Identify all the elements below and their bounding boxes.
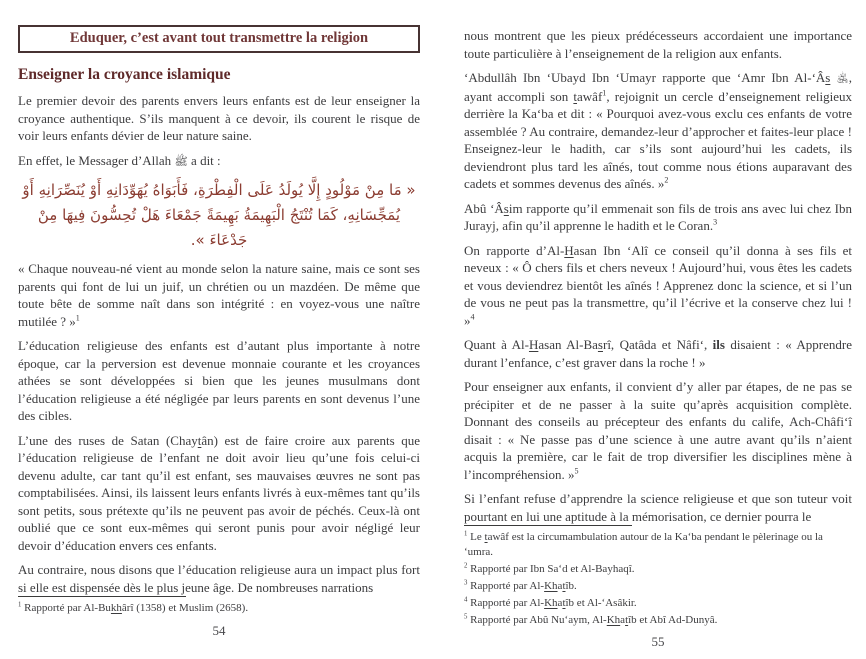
text-run: L’éducation religieuse des enfants est d’autant plus importante à notre époque, car la perversion est devenue monnaie courante et les croyances athées se sont développées si bien que les jeunes musulmans dont l’éducation religieuse a été négligée par leurs parents en sont devenus l’une des cibles. bbox=[18, 338, 420, 423]
text-run: ân) est de faire croire aux parents que l’éducation religieuse de l’enfant ne doit avoir lieu qu’une fois celui-ci devenu adulte, car tant qu’il est enfant, ses mauvaises œuvres ne sont pas comptabilisées. Ainsi, ils laissent leurs enfants livrés à eux-mêmes tant qu’ils sont petits, sous prétexte qu’ils ne peuvent pas avoir de péchés. Ceux-là ont oublié que ce sont eux-mêmes qui seront punis pour avoir négligé leur devoir d’éducation envers ces enfants. bbox=[18, 432, 420, 553]
text-run: îb et Al-‘Asâkir. bbox=[565, 596, 637, 609]
text-run: ‘Abdullâh Ibn ‘Ubayd Ibn ‘Umayr rapporte que ‘Amr Ibn Al-‘Â bbox=[464, 70, 826, 85]
text-run: t bbox=[573, 88, 578, 104]
text-run: rî, Qatâda et Nâfi‘, bbox=[602, 337, 713, 352]
text-run: En effet, le Messager d’Allah bbox=[18, 152, 175, 168]
text-run: Au contraire, nous disons que l’éducation religieuse aura un impact plus fort si elle est dispensée dès le plus jeune âge. De nombreuses narrations bbox=[18, 562, 420, 595]
text-run: kh bbox=[110, 602, 122, 614]
page-left bbox=[18, 0, 420, 636]
paragraph bbox=[18, 92, 420, 145]
footnote bbox=[464, 596, 852, 611]
text-run: « مَا مِنْ مَوْلُودٍ إِلَّا يُولَدُ عَلَى الْفِطْرَةِ، فَأَبَوَاهُ يُهَوِّدَانِهِ أَوْ يُنَصِّرَانِهِ أَوْ يُمَجِّسَانِهِ، كَمَا تُنْتَجُ الْبَهِيمَةُ بَهِيمَةً جَمْعَاءَ هَلْ تُحِسُّونَ فِيهَا مِنْ جَدْعَاءَ ». bbox=[22, 181, 416, 249]
text-run: Rapporté par Al- bbox=[467, 579, 545, 592]
footnote-ref: 1 bbox=[602, 88, 607, 98]
paragraph bbox=[464, 242, 852, 330]
footnote-ref: 1 bbox=[464, 530, 468, 538]
footnote-ref: 4 bbox=[470, 312, 475, 322]
footnotes-block bbox=[464, 530, 852, 627]
paragraph bbox=[464, 378, 852, 483]
section-heading: Enseigner la croyance islamique bbox=[18, 66, 231, 83]
text-run: Kh bbox=[606, 613, 621, 626]
page-number: 55 bbox=[651, 634, 665, 649]
footnote bbox=[464, 613, 852, 628]
text-run: Le premier devoir des parents envers leurs enfants est de leur enseigner la croyance authentique. S’ils manquent à ce devoir, ils courent le risque de voir leurs enfants dévier de leur nature saine. bbox=[18, 93, 420, 143]
text-run: s bbox=[597, 337, 603, 352]
text-run: ils bbox=[712, 337, 725, 352]
paragraph bbox=[464, 69, 852, 193]
paragraph bbox=[464, 336, 852, 371]
text-run: disaient : « Apprendre durant l’enfance, c’est graver dans la roche ! » bbox=[464, 337, 853, 370]
text-run: nous montrent que les pieux prédécesseurs accordaient une importance toute particulière à l’enseignement de la religion aux enfants. bbox=[464, 28, 852, 61]
text-run: Pour enseigner aux enfants, il convient d’y aller par étapes, de ne pas se précipiter et de ne passer à la suite qu’après acquisition complète. Donnant des conseils au précepteur des enfants du calife, Ach-Châfi‘î disait : « Ne passe pas d’une science à une autre avant qu’ils n’aient acquis la première, car le fait de trop diversifier les disciplines mène à l’incompréhension. » bbox=[464, 379, 852, 482]
paragraph bbox=[18, 337, 420, 425]
text-run: Rapporté par Al- bbox=[467, 596, 545, 609]
text-run: « Chaque nouveau-né vient au monde selon la nature saine, mais ce sont ses parents qui font de lui un juif, un chrétien ou un mazdéen. De même que toute bête de somme naît dans son intégrité : en voyez-vous une naître mutilée ? » bbox=[18, 261, 420, 329]
page-body bbox=[18, 85, 420, 596]
text-run: îb. bbox=[565, 579, 577, 592]
text-run: awâf bbox=[577, 88, 603, 104]
text-run: t bbox=[484, 531, 488, 543]
honorific-symbol: ﷺ bbox=[174, 154, 188, 168]
text-run: L’une des ruses de Satan (Chay bbox=[18, 432, 198, 448]
footnote-ref: 1 bbox=[18, 601, 22, 609]
footnote-ref: 5 bbox=[574, 466, 579, 476]
text-run: H bbox=[564, 242, 574, 258]
page-body bbox=[464, 20, 852, 525]
arabic-quote bbox=[18, 178, 420, 253]
footnote bbox=[464, 530, 852, 559]
text-run: H bbox=[528, 337, 539, 352]
footnote-ref: 5 bbox=[464, 612, 468, 620]
footnote-ref: 1 bbox=[75, 313, 80, 323]
text-run: îb et Abî Ad-Dunyâ. bbox=[628, 613, 718, 626]
text-run: Abû ‘Â bbox=[464, 200, 504, 216]
footnotes-block bbox=[18, 601, 420, 616]
footnote bbox=[464, 562, 852, 577]
text-run: a bbox=[557, 596, 563, 609]
text-run: Quant à Al- bbox=[464, 337, 529, 352]
text-run: Le bbox=[467, 531, 485, 543]
text-run: a dit : bbox=[187, 152, 221, 168]
text-run: s bbox=[825, 70, 831, 85]
footnote-ref: 2 bbox=[664, 175, 669, 185]
text-run: s bbox=[503, 200, 509, 216]
paragraph bbox=[464, 27, 852, 62]
footnote-ref: 3 bbox=[713, 217, 718, 227]
text-run: Kh bbox=[544, 596, 558, 609]
text-run: asan Al-Ba bbox=[538, 337, 598, 352]
footnote bbox=[464, 579, 852, 594]
text-run: Rapporté par Al-Bu bbox=[21, 602, 111, 614]
honorific-symbol: ﵁ bbox=[836, 72, 849, 85]
chapter-title-banner: Eduquer, c’est avant tout transmettre la religion bbox=[18, 25, 420, 53]
paragraph bbox=[18, 152, 420, 171]
text-run: Rapporté par Abû Nu‘aym, Al- bbox=[467, 613, 607, 626]
text-run: a bbox=[557, 579, 563, 592]
page-footer bbox=[18, 596, 420, 648]
footnote-separator bbox=[464, 525, 632, 526]
text-run: , rejoignit un cercle d’enseignement religieux derrière la Ka‘ba et dit : « Pourquoi avez-vous exclu ces enfants de votre assemblée ? Au contraire, demandez-leur d’approcher et faites-leur place ! Enseignez-leur le hadith, car s’ils sont aujourd’hui les cadets, ils deviendront plus tard les aînés, tout comme nous étions auparavant des cadets et sommes devenus des aînés. » bbox=[464, 88, 853, 191]
page-footer bbox=[464, 525, 852, 659]
paragraph bbox=[464, 490, 852, 525]
paragraph bbox=[18, 260, 420, 330]
text-run: Kh bbox=[544, 579, 558, 592]
page-number: 54 bbox=[212, 622, 226, 638]
text-run: ârî (1358) et Muslim (2658). bbox=[121, 602, 249, 614]
text-run: Si l’enfant refuse d’apprendre la science religieuse et que son tuteur voit pourtant en lui une aptitude à la mémorisation, ce dernier pourra le bbox=[464, 491, 852, 524]
text-run: t bbox=[625, 613, 629, 626]
footnote bbox=[18, 601, 420, 616]
paragraph bbox=[18, 432, 420, 555]
text-run: , ayant accompli son bbox=[464, 70, 852, 104]
text-run: asan Ibn ‘Alî ce conseil qu’il donna à ses fils et neveux : « Ô chers fils et chers neveux ! Aujourd’hui, vous êtes les cadets et vous deviendrez bientôt les aînés ! Apprenez donc la science, et si l’un de vous ne peut pas la transmettre, qu’il l’écrive et la conserve chez lui ! » bbox=[464, 242, 852, 328]
text-run: im rapporte qu’il emmenait son fils de trois ans avec lui chez Ibn Jurayj, afin qu’il apprenne le hadith et le Coran. bbox=[464, 200, 852, 233]
paragraph bbox=[464, 200, 852, 235]
text-run: a bbox=[620, 613, 626, 626]
page-right bbox=[464, 0, 853, 649]
footnote-separator bbox=[18, 596, 186, 597]
text-run: On rapporte d’Al- bbox=[464, 242, 565, 258]
text-run: t bbox=[562, 596, 566, 609]
text-run: awâf est la circumambulation autour de la Ka‘ba pendant le pèlerinage ou la ‘umra. bbox=[464, 531, 823, 558]
footnote-ref: 4 bbox=[464, 595, 468, 603]
paragraph bbox=[18, 561, 420, 596]
footnote-ref: 3 bbox=[464, 578, 468, 586]
text-run: t bbox=[197, 432, 202, 448]
footnote-ref: 2 bbox=[464, 561, 468, 569]
text-run: t bbox=[562, 579, 566, 592]
text-run: Rapporté par Ibn Sa‘d et Al-Bayhaqî. bbox=[467, 562, 635, 575]
